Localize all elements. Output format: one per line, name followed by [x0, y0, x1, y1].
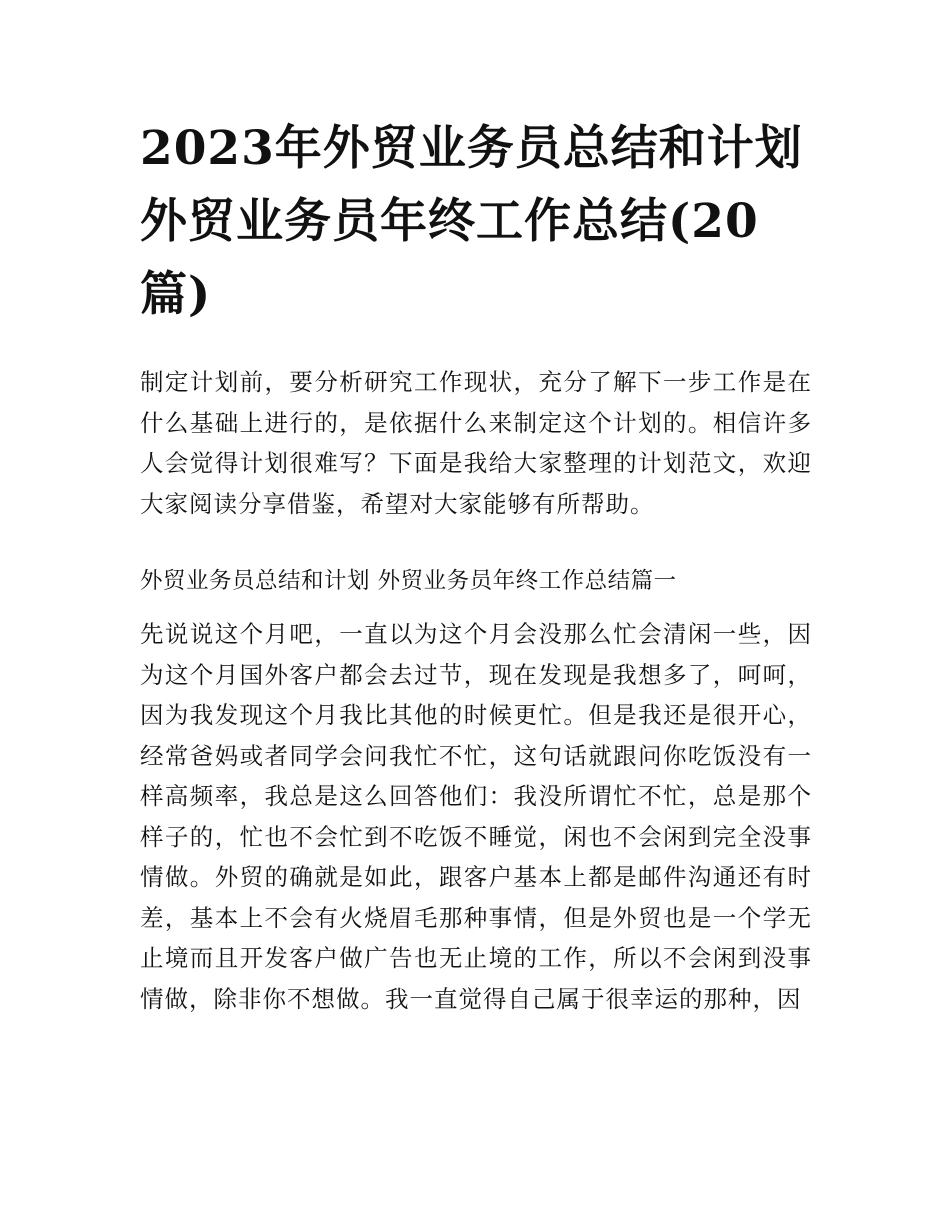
section-heading: 外贸业务员总结和计划 外贸业务员年终工作总结篇一 [140, 568, 677, 594]
intro-paragraph: 制定计划前，要分析研究工作现状，充分了解下一步工作是在什么基础上进行的，是依据什么来制定这个计划的。相信许多人会觉得计划很难写？下面是我给大家整理的计划范文，欢迎大家阅读分享借鉴，希望对大家能够有所帮助。 [140, 368, 812, 518]
section-body-paragraph: 先说说这个月吧，一直以为这个月会没那么忙会清闲一些，因为这个月国外客户都会去过节，现在发现是我想多了，呵呵，因为我发现这个月我比其他的时候更忙。但是我还是很开心，经常爸妈或者同学会问我忙不忙，这句话就跟问你吃饭没有一样高频率，我总是这么回答他们：我没所谓忙不忙，总是那个样子的，忙也不会忙到不吃饭不睡觉，闲也不会闲到完全没事情做。外贸的确就是如此，跟客户基本上都是邮件沟通还有时差，基本上不会有火烧眉毛那种事情，但是外贸也是一个学无止境而且开发客户做广告也无止境的工作，所以不会闲到没事情做，除非你不想做。我一直觉得自己属于很幸运的那种，因 [140, 620, 812, 1013]
document-title: 2023年外贸业务员总结和计划外贸业务员年终工作总结(20篇) [140, 121, 803, 322]
